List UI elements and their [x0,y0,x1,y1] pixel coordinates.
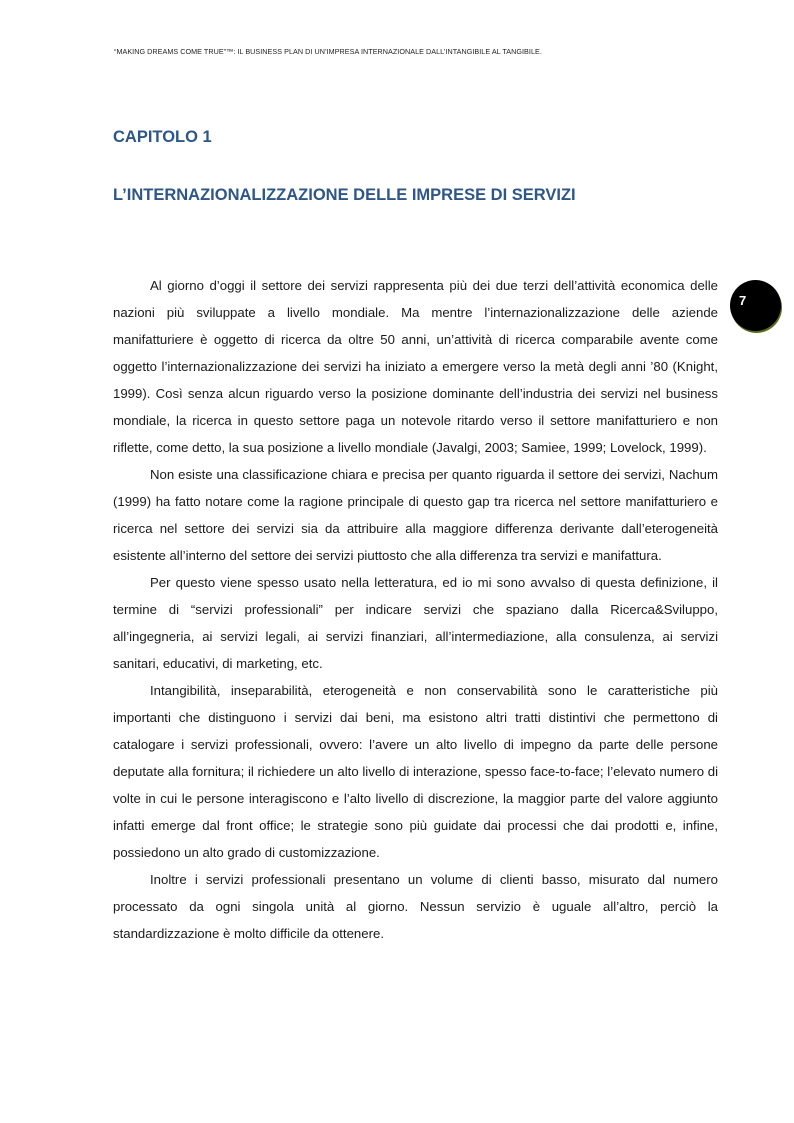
paragraph: Per questo viene spesso usato nella letteratura, ed io mi sono avvalso di questa definizione, il termine di “servizi professionali” per indicare servizi che spaziano dalla Ricerca&Sviluppo, all’ingegneria, ai servizi legali, ai servizi finanziari, all’intermediazione, alla consulenza, ai servizi sanitari, educativi, di marketing, etc. [113,575,718,671]
chapter-title: L’INTERNAZIONALIZZAZIONE DELLE IMPRESE DI SERVIZI [113,186,576,204]
paragraph: Inoltre i servizi professionali presentano un volume di clienti basso, misurato dal numero processato da ogni singola unità al giorno. Nessun servizio è uguale all’altro, perciò la standardizzazione è molto difficile da ottenere. [113,872,718,941]
page-number: 7 [739,293,747,308]
paragraph: Non esiste una classificazione chiara e precisa per quanto riguarda il settore dei servizi, Nachum (1999) ha fatto notare come la ragione principale di questo gap tra ricerca nel settore manifatturiero e ricerca nel settore dei servizi sia da attribuire alla maggiore differenza derivante dall’eterogeneità esistente all’interno del settore dei servizi piuttosto che alla differenza tra servizi e manifattura. [113,467,718,563]
body-text [113,272,718,947]
paragraph: Intangibilità, inseparabilità, eterogeneità e non conservabilità sono le caratteristiche più importanti che distinguono i servizi dai beni, ma esistono altri tratti distintivi che permettono di catalogare i servizi professionali, ovvero: l’avere un alto livello di impegno da parte delle persone deputate alla fornitura; il richiedere un alto livello di interazione, spesso face-to-face; l’elevato numero di volte in cui le persone interagiscono e l’alto livello di discrezione, la maggior parte del valore aggiunto infatti emerge dal front office; le strategie sono più guidate dai processi che dai prodotti e, infine, possiedono un alto grado di customizzazione. [113,683,718,860]
paragraph: Al giorno d’oggi il settore dei servizi rappresenta più dei due terzi dell’attività economica delle nazioni più sviluppate a livello mondiale. Ma mentre l’internazionalizzazione delle aziende manifatturiere è oggetto di ricerca da oltre 50 anni, un’attività di ricerca comparabile avente come oggetto l’internazionalizzazione dei servizi ha iniziato a emergere verso la metà degli anni ’80 (Knight, 1999). Così senza alcun riguardo verso la posizione dominante dell’industria dei servizi nel business mondiale, la ricerca in questo settore paga un notevole ritardo verso il settore manifatturiero e non riflette, come detto, la sua posizione a livello mondiale (Javalgi, 2003; Samiee, 1999; Lovelock, 1999). [113,278,718,455]
chapter-label: CAPITOLO 1 [113,128,212,146]
running-header: “MAKING DREAMS COME TRUE”™: IL BUSINESS PLAN DI UN’IMPRESA INTERNAZIONALE DALL’INTANGIBILE AL TANGIBILE. [114,47,542,56]
page-number-badge [730,280,781,331]
